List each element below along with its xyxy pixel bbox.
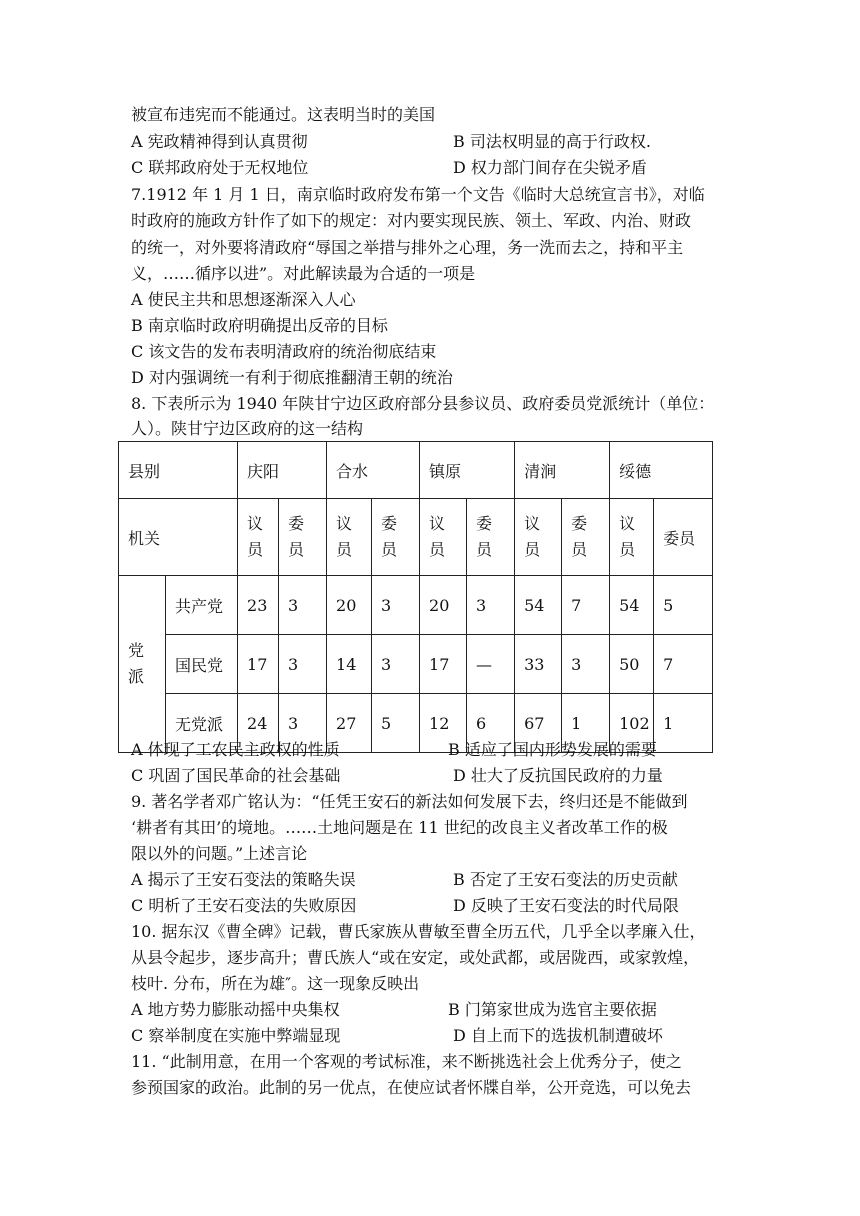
option-c-q6: C 联邦政府处于无权地位 <box>131 158 309 177</box>
option-d-q9: D 反映了王安石变法的时代局限 <box>453 896 679 915</box>
value-cell: 67 <box>515 694 562 753</box>
option-c-q8: C 巩固了国民革命的社会基础 <box>131 766 341 785</box>
header-cell: 议员 <box>610 499 654 576</box>
question-11-line: 参预国家的政治。此制的另一优点，在使应试者怀牒自举，公开竞选，可以免去 <box>131 1078 692 1097</box>
value-cell: 23 <box>238 576 279 635</box>
option-c-q7: C 该文告的发布表明清政府的统治彻底结束 <box>131 342 437 361</box>
value-cell: 3 <box>372 635 420 694</box>
value-cell: 17 <box>420 635 467 694</box>
value-cell: 14 <box>327 635 372 694</box>
table-row <box>119 576 713 635</box>
header-cell: 议员 <box>515 499 562 576</box>
table-row <box>119 635 713 694</box>
value-cell: 50 <box>610 635 654 694</box>
option-b-q8: B 适应了国内形势发展的需要 <box>448 740 657 759</box>
header-cell: 庆阳 <box>238 442 327 499</box>
value-cell: 5 <box>654 576 713 635</box>
party-name-cell: 无党派 <box>166 694 238 753</box>
question-8-line: 人）。陕甘宁边区政府的这一结构 <box>131 419 364 438</box>
question-10-line: 从县令起步，逐步高升；曹氏族人“或在安定，或处武都，或居陇西，或家敦煌， <box>131 948 700 967</box>
table-row <box>119 499 713 576</box>
value-cell: 3 <box>372 576 420 635</box>
option-d-q6: D 权力部门间存在尖锐矛盾 <box>453 158 647 177</box>
value-cell: 24 <box>238 694 279 753</box>
question-9-line: ‘耕者有其田’的境地。……土地问题是在 11 世纪的改良主义者改革工作的极 <box>131 818 668 837</box>
value-cell: 3 <box>467 576 515 635</box>
value-cell: — <box>467 635 515 694</box>
value-cell: 7 <box>654 635 713 694</box>
value-cell: 102 <box>610 694 654 753</box>
value-cell: 3 <box>279 694 327 753</box>
header-cell: 委员 <box>467 499 515 576</box>
option-a-q10: A 地方势力膨胀动摇中央集权 <box>131 1000 340 1019</box>
value-cell: 54 <box>610 576 654 635</box>
header-cell: 镇原 <box>420 442 515 499</box>
value-cell: 27 <box>327 694 372 753</box>
option-b-q7: B 南京临时政府明确提出反帝的目标 <box>131 316 388 335</box>
option-d-q10: D 自上而下的选拔机制遭破坏 <box>453 1026 663 1045</box>
value-cell: 7 <box>562 576 610 635</box>
value-cell: 33 <box>515 635 562 694</box>
option-b-q9: B 否定了王安石变法的历史贡献 <box>453 870 678 889</box>
header-cell: 议员 <box>238 499 279 576</box>
option-b-q10: B 门第家世成为选官主要依据 <box>448 1000 657 1019</box>
value-cell: 12 <box>420 694 467 753</box>
question-7-line: 7.1912 年 1 月 1 日，南京临时政府发布第一个文告《临时大总统宣言书》，对临 <box>131 185 705 204</box>
value-cell: 6 <box>467 694 515 753</box>
option-d-q7: D 对内强调统一有利于彻底推翻清王朝的统治 <box>131 368 453 387</box>
option-d-q8: D 壮大了反抗国民政府的力量 <box>453 766 663 785</box>
option-b-q6: B 司法权明显的高于行政权. <box>453 132 651 151</box>
header-cell: 县别 <box>119 442 238 499</box>
header-cell: 绥德 <box>610 442 713 499</box>
header-cell: 机关 <box>119 499 238 576</box>
value-cell: 20 <box>420 576 467 635</box>
value-cell: 3 <box>562 635 610 694</box>
option-a-q7: A 使民主共和思想逐渐深入人心 <box>131 290 356 309</box>
text-line: 被宣布违宪而不能通过。这表明当时的美国 <box>131 105 436 124</box>
option-a-q6: A 宪政精神得到认真贯彻 <box>131 132 308 151</box>
question-11-line: 11. “此制用意，在用一个客观的考试标准，来不断挑选社会上优秀分子，使之 <box>131 1052 682 1071</box>
question-8-line: 8. 下表所示为 1940 年陕甘宁边区政府部分县参议员、政府委员党派统计（单位： <box>131 394 715 413</box>
value-cell: 54 <box>515 576 562 635</box>
party-label-cell: 党派 <box>119 576 166 753</box>
question-7-line: 时政府的施政方针作了如下的规定：对内要实现民族、领土、军政、内治、财政 <box>131 211 692 230</box>
question-7-line: 的统一，对外要将清政府“辱国之举措与排外之心理，务一洗而去之，持和平主 <box>131 238 684 257</box>
question-7-line: 义，……循序以进”。对此解读最为合适的一项是 <box>131 264 476 283</box>
option-a-q9: A 揭示了王安石变法的策略失误 <box>131 870 356 889</box>
header-cell: 议员 <box>420 499 467 576</box>
party-name-cell: 共产党 <box>166 576 238 635</box>
question-9-line: 9. 著名学者邓广铭认为：“任凭王安石的新法如何发展下去，终归还是不能做到 <box>131 792 688 811</box>
table-row <box>119 442 713 499</box>
header-cell: 委员 <box>279 499 327 576</box>
value-cell: 1 <box>562 694 610 753</box>
question-9-line: 限以外的问题。”上述言论 <box>131 844 308 863</box>
question-10-line: 10. 据东汉《曹全碑》记载，曹氏家族从曹敏至曹全历五代，几乎全以孝廉入仕， <box>131 922 706 941</box>
header-cell: 委员 <box>372 499 420 576</box>
header-cell: 委员 <box>654 499 713 576</box>
option-a-q8: A 体现了工农民主政权的性质 <box>131 740 340 759</box>
option-c-q9: C 明析了王安石变法的失败原因 <box>131 896 357 915</box>
value-cell: 17 <box>238 635 279 694</box>
value-cell: 3 <box>279 635 327 694</box>
question-10-line: 枝叶. 分布，所在为雄″。这一现象反映出 <box>131 974 420 993</box>
value-cell: 5 <box>372 694 420 753</box>
option-c-q10: C 察举制度在实施中弊端显现 <box>131 1026 341 1045</box>
header-cell: 委员 <box>562 499 610 576</box>
header-cell: 清涧 <box>515 442 610 499</box>
value-cell: 1 <box>654 694 713 753</box>
party-statistics-table <box>118 441 713 753</box>
header-cell: 议员 <box>327 499 372 576</box>
value-cell: 3 <box>279 576 327 635</box>
header-cell: 合水 <box>327 442 420 499</box>
party-name-cell: 国民党 <box>166 635 238 694</box>
value-cell: 20 <box>327 576 372 635</box>
